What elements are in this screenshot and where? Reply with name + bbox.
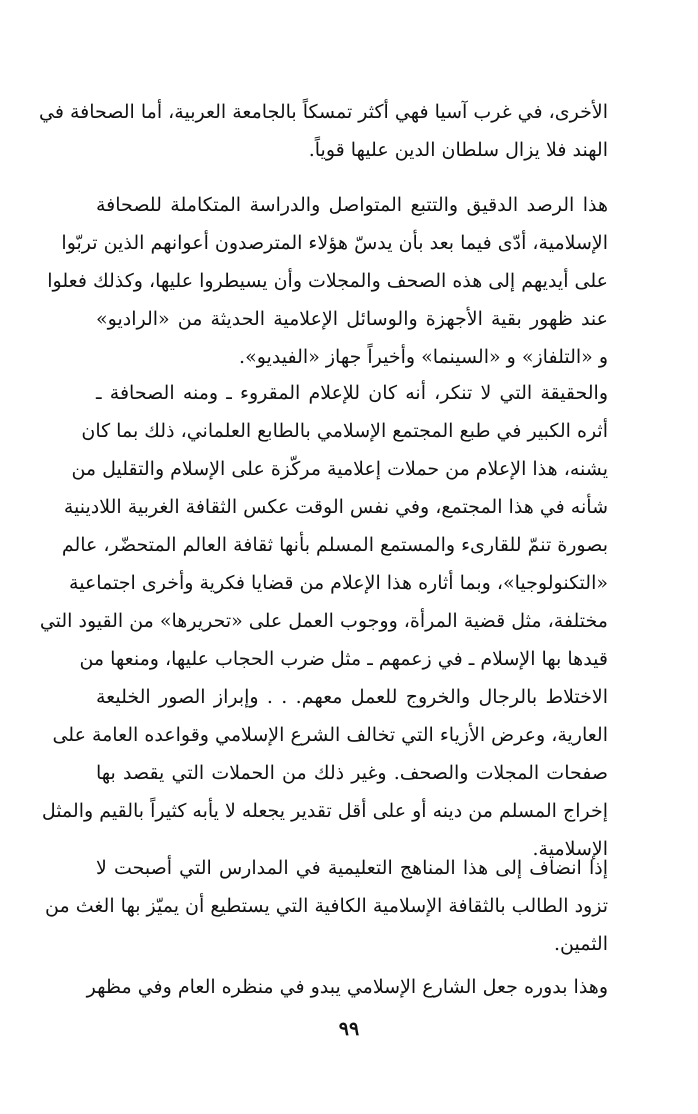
text-line: أثره الكبير في طبع المجتمع الإسلامي بالطابع العلماني، ذلك بما كان xyxy=(81,420,608,442)
text-line: العارية، وعرض الأزياء التي تخالف الشرع الإسلامي وقواعده العامة على xyxy=(52,724,608,746)
text-line: شأنه في هذا المجتمع، وفي نفس الوقت عكس الثقافة الغربية اللادينية xyxy=(63,496,608,518)
text-line: تزود الطالب بالثقافة الإسلامية الكافية التي يستطيع أن يميّز بها الغث من xyxy=(45,895,608,917)
paragraph xyxy=(39,93,608,169)
text-line: عند ظهور بقية الأجهزة والوسائل الإعلامية الحديثة من «الراديو» xyxy=(96,308,608,330)
text-line: والحقيقة التي لا تنكر، أنه كان للإعلام المقروء ـ ومنه الصحافة ـ xyxy=(96,382,608,404)
paragraph xyxy=(45,849,608,963)
text-line: الأخرى، في غرب آسيا فهي أكثر تمسكاً بالجامعة العربية، أما الصحافة في xyxy=(39,101,608,123)
paragraph xyxy=(39,374,608,868)
text-line: مختلفة، مثل قضية المرأة، ووجوب العمل على «تحريرها» من القيود التي xyxy=(39,610,608,632)
text-line: إذا انضاف إلى هذا المناهج التعليمية في المدارس التي أصبحت لا xyxy=(96,857,608,879)
text-line: و «التلفاز» و «السينما» وأخيراً جهاز «الفيديو». xyxy=(239,346,608,368)
text-line: الإسلامية، أدّى فيما بعد بأن يدسّ هؤلاء المترصدون أعوانهم الذين تربّوا xyxy=(61,232,608,254)
text-line: صفحات المجلات والصحف. وغير ذلك من الحملات التي يقصد بها xyxy=(96,762,608,784)
text-line: الهند فلا يزال سلطان الدين عليها قوياً. xyxy=(308,139,608,161)
paragraph xyxy=(86,968,608,1006)
text-line: إخراج المسلم من دينه أو على أقل تقدير يجعله لا يأبه كثيراً بالقيم والمثل xyxy=(41,800,608,822)
text-line: يشنه، هذا الإعلام من حملات إعلامية مركّزة على الإسلام والتقليل من xyxy=(71,458,608,480)
page-number: ٩٩ xyxy=(338,1018,360,1040)
text-line: «التكنولوجيا»، وبما أثاره هذا الإعلام من قضايا فكرية وأخرى اجتماعية xyxy=(69,572,608,594)
paragraph xyxy=(47,186,608,376)
text-line: الاختلاط بالرجال والخروج للعمل معهم. . . وإبراز الصور الخليعة xyxy=(96,686,608,708)
text-line: بصورة تنمّ للقارىء والمستمع المسلم بأنها ثقافة العالم المتحضّر، عالم xyxy=(61,534,608,556)
text-line: هذا الرصد الدقيق والتتبع المتواصل والدراسة المتكاملة للصحافة xyxy=(96,194,608,216)
text-line: الثمين. xyxy=(553,933,608,955)
text-line: قيدها بها الإسلام ـ في زعمهم ـ مثل ضرب الحجاب عليها، ومنعها من xyxy=(79,648,608,670)
text-line: الإسلامية. xyxy=(532,838,608,860)
text-line: على أيديهم إلى هذه الصحف والمجلات وأن يسيطروا عليها، وكذلك فعلوا xyxy=(47,270,608,292)
text-line: وهذا بدوره جعل الشارع الإسلامي يبدو في منظره العام وفي مظهر xyxy=(86,976,608,998)
